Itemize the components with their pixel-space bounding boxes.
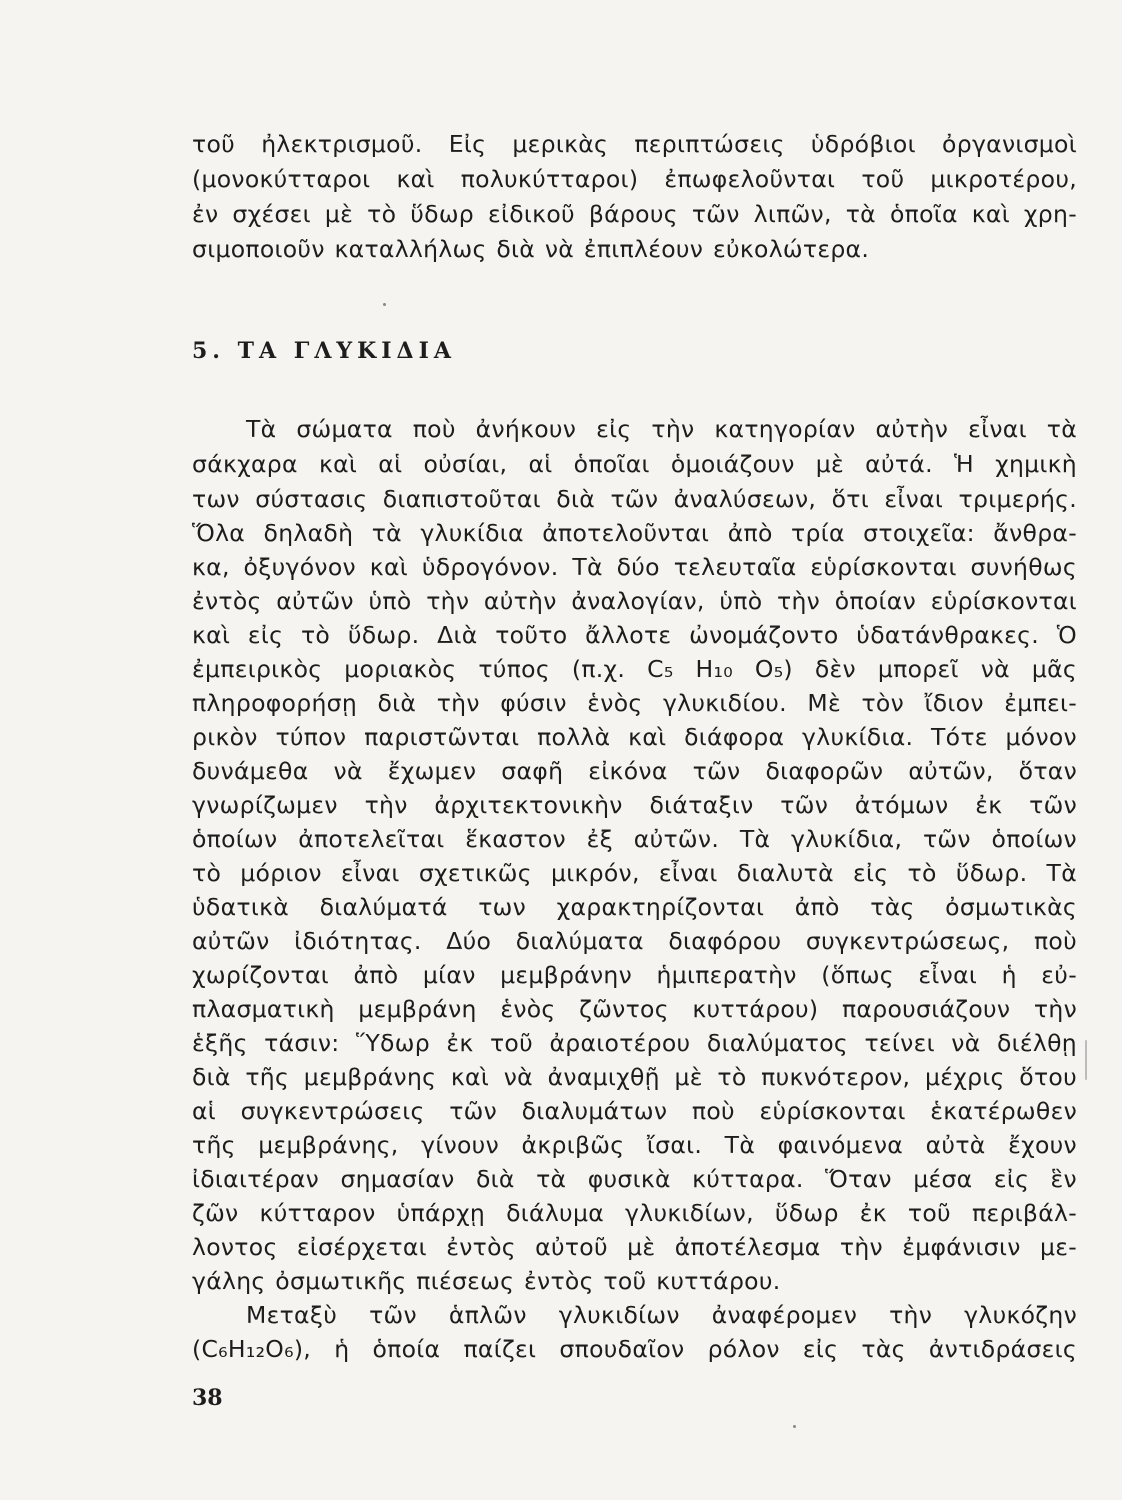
section-heading: 5. ΤΑ ΓΛΥΚΙΔΙΑ	[192, 338, 456, 364]
text-line: ζῶν κύτταρον ὑπάρχῃ διάλυμα γλυκιδίων, ὕδωρ ἐκ τοῦ περιβάλ-	[192, 1199, 1077, 1227]
text-line: (C₆H₁₂O₆), ἡ ὁποία παίζει σπουδαῖον ρόλον εἰς τὰς ἀντιδράσεις	[192, 1335, 1077, 1363]
text-line: γνωρίζωμεν τὴν ἀρχιτεκτονικὴν διάταξιν τῶν ἀτόμων ἐκ τῶν	[192, 791, 1077, 819]
text-line: σιμοποιοῦν καταλλήλως διὰ νὰ ἐπιπλέουν εὐκολώτερα.	[192, 235, 870, 263]
text-line: ἐντὸς αὐτῶν ὑπὸ τὴν αὐτὴν ἀναλογίαν, ὑπὸ τὴν ὁποίαν εὑρίσκονται	[192, 587, 1077, 615]
text-line: χωρίζονται ἀπὸ μίαν μεμβράνην ἡμιπερατὴν (ὅπως εἶναι ἡ εὐ-	[192, 961, 1077, 989]
text-line: πλασματικὴ μεμβράνη ἑνὸς ζῶντος κυττάρου) παρουσιάζουν τὴν	[192, 995, 1077, 1023]
text-line: καὶ εἰς τὸ ὕδωρ. Διὰ τοῦτο ἄλλοτε ὠνομάζοντο ὑδατάνθρακες. Ὁ	[192, 621, 1077, 649]
text-line: (μονοκύτταροι καὶ πολυκύτταροι) ἐπωφελοῦνται τοῦ μικροτέρου,	[192, 165, 1077, 193]
print-speck	[793, 1425, 796, 1428]
text-line: αἱ συγκεντρώσεις τῶν διαλυμάτων ποὺ εὑρίσκονται ἑκατέρωθεν	[192, 1097, 1077, 1125]
text-line: ἑξῆς τάσιν: Ὕδωρ ἐκ τοῦ ἀραιοτέρου διαλύματος τείνει νὰ διέλθῃ	[192, 1029, 1077, 1057]
text-line: λοντος εἰσέρχεται ἐντὸς αὐτοῦ μὲ ἀποτέλεσμα τὴν ἐμφάνισιν με-	[192, 1233, 1077, 1261]
text-line: ἐν σχέσει μὲ τὸ ὕδωρ εἰδικοῦ βάρους τῶν λιπῶν, τὰ ὁποῖα καὶ χρη-	[192, 200, 1077, 228]
print-mark	[1085, 1040, 1087, 1080]
text-line: τὸ μόριον εἶναι σχετικῶς μικρόν, εἶναι διαλυτὰ εἰς τὸ ὕδωρ. Τὰ	[192, 859, 1077, 887]
text-line: ὁποίων ἀποτελεῖται ἕκαστον ἐξ αὐτῶν. Τὰ γλυκίδια, τῶν ὁποίων	[192, 825, 1077, 853]
text-line: Ὅλα δηλαδὴ τὰ γλυκίδια ἀποτελοῦνται ἀπὸ τρία στοιχεῖα: ἄνθρα-	[192, 519, 1077, 547]
text-line: ὑδατικὰ διαλύματά των χαρακτηρίζονται ἀπὸ τὰς ὀσμωτικὰς	[192, 893, 1077, 921]
text-line: ἰδιαιτέραν σημασίαν διὰ τὰ φυσικὰ κύτταρα. Ὅταν μέσα εἰς ἓν	[192, 1165, 1077, 1193]
print-speck	[383, 303, 386, 306]
text-line: γάλης ὀσμωτικῆς πιέσεως ἐντὸς τοῦ κυττάρου.	[192, 1267, 781, 1295]
text-line: Τὰ σώματα ποὺ ἀνήκουν εἰς τὴν κατηγορίαν αὐτὴν εἶναι τὰ	[246, 415, 1077, 443]
text-line: πληροφορήσῃ διὰ τὴν φύσιν ἑνὸς γλυκιδίου. Μὲ τὸν ἴδιον ἐμπει-	[192, 689, 1077, 717]
text-line: ἐμπειρικὸς μοριακὸς τύπος (π.χ. C₅ H₁₀ O₅) δὲν μπορεῖ νὰ μᾶς	[192, 655, 1077, 683]
text-line: τοῦ ἠλεκτρισμοῦ. Εἰς μερικὰς περιπτώσεις ὑδρόβιοι ὀργανισμοὶ	[192, 130, 1077, 158]
text-line: αὐτῶν ἰδιότητας. Δύο διαλύματα διαφόρου συγκεντρώσεως, ποὺ	[192, 927, 1077, 955]
text-line: τῆς μεμβράνης, γίνουν ἀκριβῶς ἴσαι. Τὰ φαινόμενα αὐτὰ ἔχουν	[192, 1131, 1077, 1159]
text-line: κα, ὀξυγόνον καὶ ὑδρογόνον. Τὰ δύο τελευταῖα εὑρίσκονται συνήθως	[192, 553, 1077, 581]
text-line: διὰ τῆς μεμβράνης καὶ νὰ ἀναμιχθῇ μὲ τὸ πυκνότερον, μέχρις ὅτου	[192, 1063, 1077, 1091]
page-number: 38	[192, 1385, 223, 1411]
text-line: σάκχαρα καὶ αἱ οὐσίαι, αἱ ὁποῖαι ὁμοιάζουν μὲ αὐτά. Ἡ χημικὴ	[192, 450, 1077, 478]
text-line: ρικὸν τύπον παριστῶνται πολλὰ καὶ διάφορα γλυκίδια. Τότε μόνον	[192, 723, 1077, 751]
text-line: δυνάμεθα νὰ ἔχωμεν σαφῆ εἰκόνα τῶν διαφορῶν αὐτῶν, ὅταν	[192, 757, 1077, 785]
text-line: Μεταξὺ τῶν ἁπλῶν γλυκιδίων ἀναφέρομεν τὴν γλυκόζην	[246, 1301, 1077, 1329]
text-line: των σύστασις διαπιστοῦται διὰ τῶν ἀναλύσεων, ὅτι εἶναι τριμερής.	[192, 485, 1077, 513]
